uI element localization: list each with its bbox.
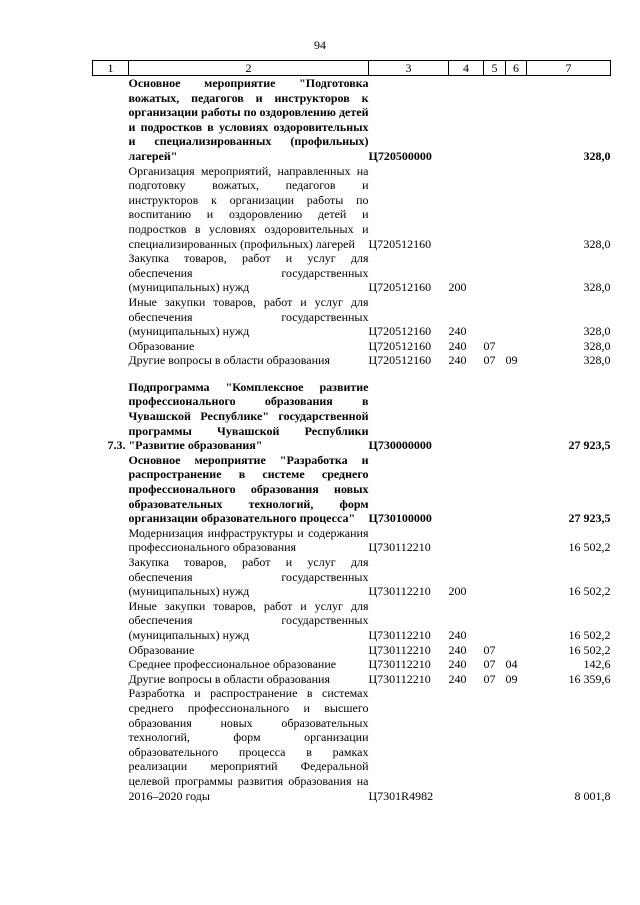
subsection-code (506, 555, 527, 599)
row-number (93, 555, 129, 599)
column-header-3: 3 (369, 61, 449, 76)
amount-value: 16 502,2 (568, 627, 611, 642)
row-number (93, 643, 129, 658)
amount-value: 328,0 (583, 324, 611, 339)
column-header-6: 6 (506, 61, 527, 76)
row-number (93, 295, 129, 339)
expense-type-group: 240 (448, 338, 467, 353)
row-name: Среднее профессиональное образование (128, 657, 337, 672)
target-article-code: Ц720512160 (368, 353, 432, 368)
table-row (93, 672, 611, 687)
row-name: Основное мероприятие "Разработка и распространение в системе среднего профессионального образования новых образовательных технологий, форм организации образовательного процесса" (128, 452, 369, 526)
row-name: Закупка товаров, работ и услуг для обеспечения государственных (муниципальных) нужд (128, 555, 369, 599)
table-row (93, 643, 611, 658)
subsection-code (506, 686, 527, 803)
section-code (484, 526, 506, 555)
column-header-7: 7 (527, 61, 611, 76)
column-header-2: 2 (129, 61, 369, 76)
row-number (93, 339, 129, 354)
section-code: 07 (483, 657, 496, 672)
section-code (484, 453, 506, 526)
subsection-code (506, 164, 527, 252)
subsection-code (506, 453, 527, 526)
target-article-code: Ц730112210 (368, 671, 431, 686)
section-code (484, 164, 506, 252)
section-code (484, 686, 506, 803)
table-row (93, 657, 611, 672)
row-number (93, 453, 129, 526)
expense-type-group: 200 (448, 584, 467, 599)
section-code: 07 (483, 338, 496, 353)
row-number (93, 76, 129, 164)
table-row (93, 380, 611, 453)
row-name: Основное мероприятие "Подготовка вожатых, педагогов и инструкторов к организации работы по оздоровлению детей и подростков в условиях оздоровительных и специализированных (профильных) лагерей" (128, 76, 369, 163)
table-row (93, 164, 611, 252)
amount-value: 142,6 (583, 657, 611, 672)
row-name: Другие вопросы в области образования (128, 671, 330, 686)
table-row (93, 339, 611, 354)
row-name: Разработка и распространение в системах среднего профессионального и высшего образования новых образовательных технологий, форм организации образовательного процесса в рамках реализации мероприятий Федеральной целевой программы развития образования на 2016–2020 годы (128, 686, 369, 803)
row-name: Иные закупки товаров, работ и услуг для обеспечения государственных (муниципальных) нужд (128, 598, 369, 642)
target-article-code: Ц730112210 (368, 627, 431, 642)
row-name: Другие вопросы в области образования (128, 353, 330, 368)
subsection-code (506, 380, 527, 453)
expense-type-group: 200 (448, 280, 467, 295)
subsection-code (506, 599, 527, 643)
row-number (93, 526, 129, 555)
amount-value: 16 502,2 (568, 540, 611, 555)
row-name: Подпрограмма "Комплексное развитие профессионального образования в Чувашской Республике" государственной программы Чувашской Республики "Развитие образования" (128, 379, 369, 453)
table-row (93, 76, 611, 164)
expense-type-group (449, 380, 484, 453)
column-header-4: 4 (449, 61, 484, 76)
amount-value: 16 502,2 (568, 584, 611, 599)
column-header-5: 5 (484, 61, 506, 76)
table-row (93, 686, 611, 803)
row-number (93, 164, 129, 252)
spacer-cell (93, 368, 611, 380)
table-body (93, 76, 611, 804)
expense-type-group (449, 164, 484, 252)
expense-type-group: 240 (448, 642, 467, 657)
amount-value: 16 359,6 (568, 671, 611, 686)
row-number (93, 686, 129, 803)
table-header-row (93, 61, 611, 76)
section-code (484, 251, 506, 295)
amount-value: 27 923,5 (568, 438, 611, 453)
table-row (93, 295, 611, 339)
table-row (93, 453, 611, 526)
expense-type-group: 240 (448, 657, 467, 672)
section-code: 07 (483, 353, 496, 368)
target-article-code: Ц720500000 (368, 148, 432, 163)
row-name: Образование (128, 642, 195, 657)
amount-value: 8 001,8 (574, 788, 611, 803)
subsection-code (506, 643, 527, 658)
row-name: Модернизация инфраструктуры и содержания профессионального образования (128, 525, 369, 555)
amount-value: 328,0 (583, 236, 611, 251)
amount-value: 27 923,5 (568, 511, 611, 526)
row-number (93, 353, 129, 368)
subsection-code (506, 76, 527, 164)
subsection-code (506, 295, 527, 339)
budget-table (92, 60, 611, 803)
table-row (93, 353, 611, 368)
subsection-code (506, 251, 527, 295)
row-name: Иные закупки товаров, работ и услуг для обеспечения государственных (муниципальных) нужд (128, 294, 369, 339)
target-article-code: Ц720512160 (368, 324, 432, 339)
amount-value: 328,0 (583, 148, 611, 163)
row-name: Закупка товаров, работ и услуг для обеспечения государственных (муниципальных) нужд (128, 251, 369, 295)
expense-type-group: 240 (448, 353, 467, 368)
section-code: 07 (483, 642, 496, 657)
expense-type-group: 240 (448, 324, 467, 339)
row-number (93, 251, 129, 295)
subsection-code: 04 (505, 657, 518, 672)
expense-type-group (449, 453, 484, 526)
row-name: Образование (128, 338, 195, 353)
expense-type-group: 240 (448, 627, 467, 642)
target-article-code: Ц730112210 (368, 540, 431, 555)
table-row (93, 555, 611, 599)
amount-value: 328,0 (583, 353, 611, 368)
table-row (93, 251, 611, 295)
expense-type-group (449, 526, 484, 555)
subsection-code (506, 526, 527, 555)
subsection-code (506, 339, 527, 354)
amount-value: 328,0 (583, 280, 611, 295)
amount-value: 328,0 (583, 338, 611, 353)
table-row (93, 526, 611, 555)
subsection-code: 09 (505, 671, 518, 686)
column-header-1: 1 (93, 61, 129, 76)
target-article-code: Ц730100000 (368, 511, 432, 526)
section-code (484, 380, 506, 453)
target-article-code: Ц720512160 (368, 236, 432, 251)
row-number (93, 657, 129, 672)
target-article-code: Ц730112210 (368, 657, 431, 672)
page-number: 94 (314, 38, 326, 52)
target-article-code: Ц7301R4982 (368, 788, 434, 803)
target-article-code: Ц720512160 (368, 338, 432, 353)
section-code (484, 295, 506, 339)
table-row (93, 599, 611, 643)
section-code (484, 599, 506, 643)
expense-type-group: 240 (448, 671, 467, 686)
target-article-code: Ц730112210 (368, 642, 431, 657)
target-article-code: Ц730000000 (368, 438, 432, 453)
amount-value: 16 502,2 (568, 642, 611, 657)
expense-type-group (449, 686, 484, 803)
section-code (484, 555, 506, 599)
target-article-code: Ц730112210 (368, 584, 431, 599)
expense-type-group (449, 76, 484, 164)
row-spacer (93, 368, 611, 380)
row-number: 7.3. (107, 438, 126, 453)
section-code (484, 76, 506, 164)
row-name: Организация мероприятий, направленных на подготовку вожатых, педагогов и инструкторов к организации работы по воспитанию и оздоровлению детей и подростков в условиях оздоровительных и специализированных (профильных) лагерей (128, 163, 369, 251)
target-article-code: Ц720512160 (368, 280, 432, 295)
row-number (93, 599, 129, 643)
subsection-code: 09 (505, 353, 518, 368)
section-code: 07 (483, 671, 496, 686)
row-number (93, 672, 129, 687)
